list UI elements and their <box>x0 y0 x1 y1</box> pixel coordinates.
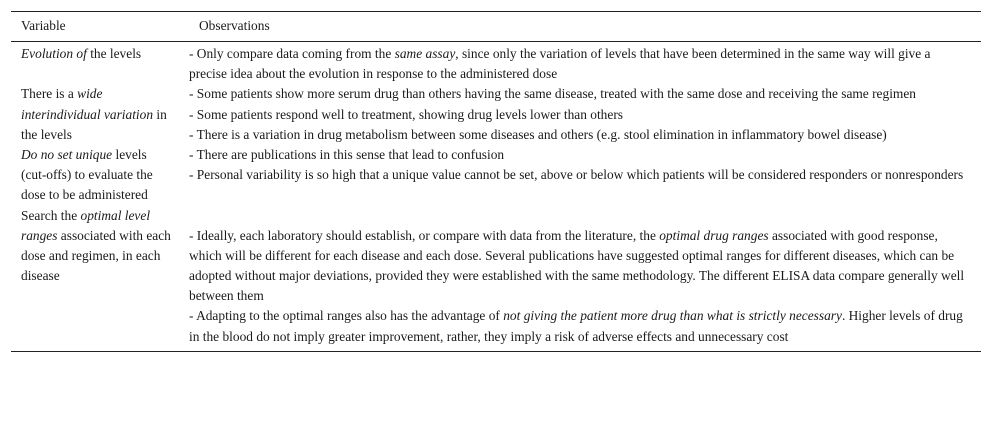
text-run: - Some patients respond well to treatment, showing drug levels lower than others <box>189 106 623 122</box>
observation-item <box>189 84 967 104</box>
italic-text: wide interindividual variation <box>21 86 154 122</box>
variable-cell <box>11 84 189 145</box>
italic-text: Evolution of <box>21 46 87 61</box>
table-body <box>11 42 981 351</box>
header-variable: Variable <box>21 18 66 34</box>
text-run: - Only compare data coming from the <box>189 46 395 61</box>
text-run: in the levels <box>21 106 167 142</box>
observations-cell <box>189 44 981 84</box>
italic-text: same assay <box>394 46 456 61</box>
text-run: the levels <box>86 46 142 61</box>
observation-item <box>189 125 967 145</box>
text-run: , since only the variation of levels that have been determined in the same way will give a precise idea about the evolution in response to the administered dose <box>189 46 931 82</box>
variable-cell <box>11 206 189 347</box>
text-run: associated with good response, which will be different for each disease and each dose. Several publications have suggested optimal ranges for different diseases, which can be adopted without major deviations, provided they were established with the same methodology. The different ELISA data compare generally well between them <box>189 227 965 304</box>
text-run: Search the <box>21 207 81 223</box>
text-run: - Adapting to the optimal ranges also has the advantage of <box>189 308 504 324</box>
observations-cell <box>189 145 981 206</box>
text-run: - There is a variation in drug metabolism between some diseases and others (e.g. stool elimination in inflammatory bowel disease) <box>189 126 887 142</box>
text-run: - Ideally, each laboratory should establish, or compare with data from the literature, the <box>189 227 660 243</box>
observation-item <box>189 145 967 165</box>
text-run: - Some patients show more serum drug than others having the same disease, treated with the same dose and receiving the same regimen <box>189 86 916 102</box>
italic-text: optimal level ranges <box>21 207 151 243</box>
observations-cell <box>189 206 981 347</box>
observation-item <box>189 165 967 185</box>
variable-cell <box>11 44 189 84</box>
text-run: . Higher levels of drug in the blood do not imply greater improvement, rather, they imply a risk of adverse effects and unnecessary cost <box>189 308 963 344</box>
table-row <box>11 206 981 347</box>
text-run: levels (cut-offs) to evaluate the dose to be administered <box>21 147 153 203</box>
header-observations: Observations <box>199 18 270 34</box>
text-run: associated with each dose and regimen, in each disease <box>21 227 171 284</box>
observation-item <box>189 306 967 346</box>
observations-table <box>11 11 981 352</box>
text-run: - Personal variability is so high that a unique value cannot be set, above or below which patients will be considered responders or nonresponders <box>189 167 964 183</box>
text-run: - There are publications in this sense that lead to confusion <box>189 147 505 163</box>
observation-item <box>189 226 967 307</box>
observation-item <box>189 105 967 125</box>
table-row <box>11 44 981 84</box>
text-run: There is a <box>21 86 78 102</box>
table-row <box>11 84 981 145</box>
italic-text: optimal drug ranges <box>659 227 769 243</box>
observation-item <box>189 44 967 84</box>
table-header-row <box>11 12 981 42</box>
variable-cell <box>11 145 189 206</box>
table-row <box>11 145 981 206</box>
italic-text: Do no set unique <box>21 147 113 163</box>
observations-cell <box>189 84 981 145</box>
italic-text: not giving the patient more drug than what is strictly necessary <box>503 308 842 324</box>
